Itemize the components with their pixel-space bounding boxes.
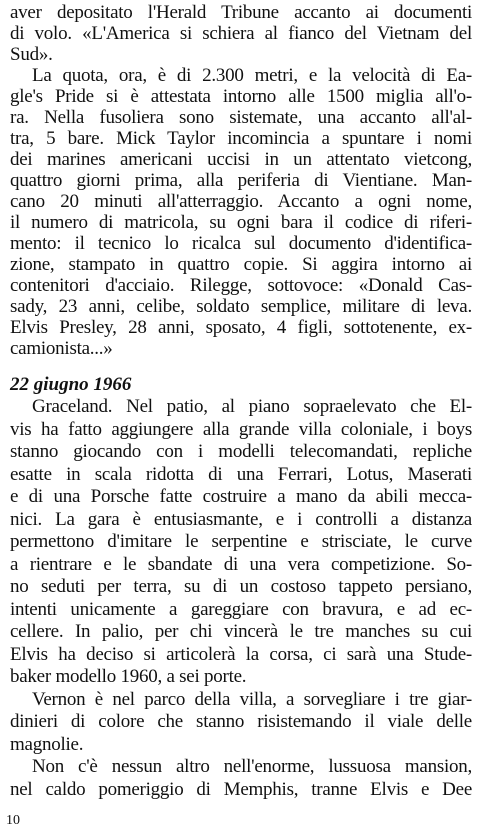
text-line: magnolie. (10, 733, 84, 755)
text-line: Non c'è nessun altro nell'enorme, lussuosa mansion, (32, 756, 472, 777)
text-line: mento: il tecnico lo ricalca sul documento d'identifica- (10, 233, 472, 254)
text-line: di volo. «L'America si schiera al fianco del Vietnam del (10, 23, 472, 44)
text-line: Elvis Presley, 28 anni, sposato, 4 figli, sottotenente, ex- (10, 317, 472, 338)
text-line: aver depositato l'Herald Tribune accanto ai documenti (10, 2, 472, 23)
text-line: e di una Porsche fatte costruire a mano da abili mecca- (10, 486, 472, 507)
text-line: tra, 5 bare. Mick Taylor incomincia a spuntare i nomi (10, 128, 472, 149)
text-line: nel caldo pomeriggio di Memphis, tranne Elvis e Dee (10, 778, 472, 800)
text-line: La quota, ora, è di 2.300 metri, e la velocità di Ea- (32, 65, 472, 86)
text-line: dei marines americani uccisi in un attentato vietcong, (10, 149, 472, 170)
text-line: sady, 23 anni, celibe, soldato semplice, militare di leva. (10, 296, 472, 317)
text-line: camionista...» (10, 338, 113, 359)
text-line: Elvis ha deciso si articolerà la corsa, ci sarà una Stude- (10, 643, 472, 665)
text-line: quattro giorni prima, alla periferia di Vientiane. Man- (10, 170, 472, 191)
text-line: no seduti per terra, su di un costoso tappeto persiano, (10, 576, 472, 597)
text-line: baker modello 1960, a sei porte. (10, 666, 247, 687)
text-line: Graceland. Nel patio, al piano sopraelevato che El- (32, 396, 472, 417)
text-line: dinieri di colore che stanno risistemando il viale delle (10, 711, 472, 732)
text-line: contenitori d'acciaio. Rilegge, sottovoce: «Donald Cas- (10, 275, 472, 296)
text-line: a rientrare e le sbandate di una vera competizione. So- (10, 553, 472, 575)
text-line: il numero di matricola, su ogni bara il codice di riferi- (10, 212, 472, 233)
text-line: permettono d'imitare le serpentine e strisciate, le curve (10, 531, 472, 552)
text-line: intenti unicamente a gareggiare con bravura, e ad ec- (10, 598, 472, 620)
text-line: cano 20 minuti all'atterraggio. Accanto a ogni nome, (10, 191, 472, 212)
text-line: ra. Nella fusoliera sono sistemate, una accanto all'al- (10, 107, 472, 128)
text-line: gle's Pride si è attestata intorno alle 1500 miglia all'o- (10, 86, 472, 107)
text-line: zione, stampato in quattro copie. Si aggira intorno ai (10, 254, 472, 275)
text-line: Sud». (10, 44, 53, 65)
text-line: stanno giocando con i modelli telecomandati, repliche (10, 441, 472, 462)
text-line: nici. La gara è entusiasmante, e i controlli a distanza (10, 508, 472, 530)
page-number: 10 (6, 813, 20, 828)
text-line: cellere. In palio, per chi vincerà le tre manches su cui (10, 621, 472, 642)
section-date-heading: 22 giugno 1966 (10, 374, 132, 395)
text-line: Vernon è nel parco della villa, a sorvegliare i tre giar- (32, 688, 472, 710)
text-line: vis ha fatto aggiungere alla grande villa coloniale, i boys (10, 418, 472, 440)
text-line: esatte in scala ridotta di una Ferrari, Lotus, Maserati (10, 463, 472, 485)
